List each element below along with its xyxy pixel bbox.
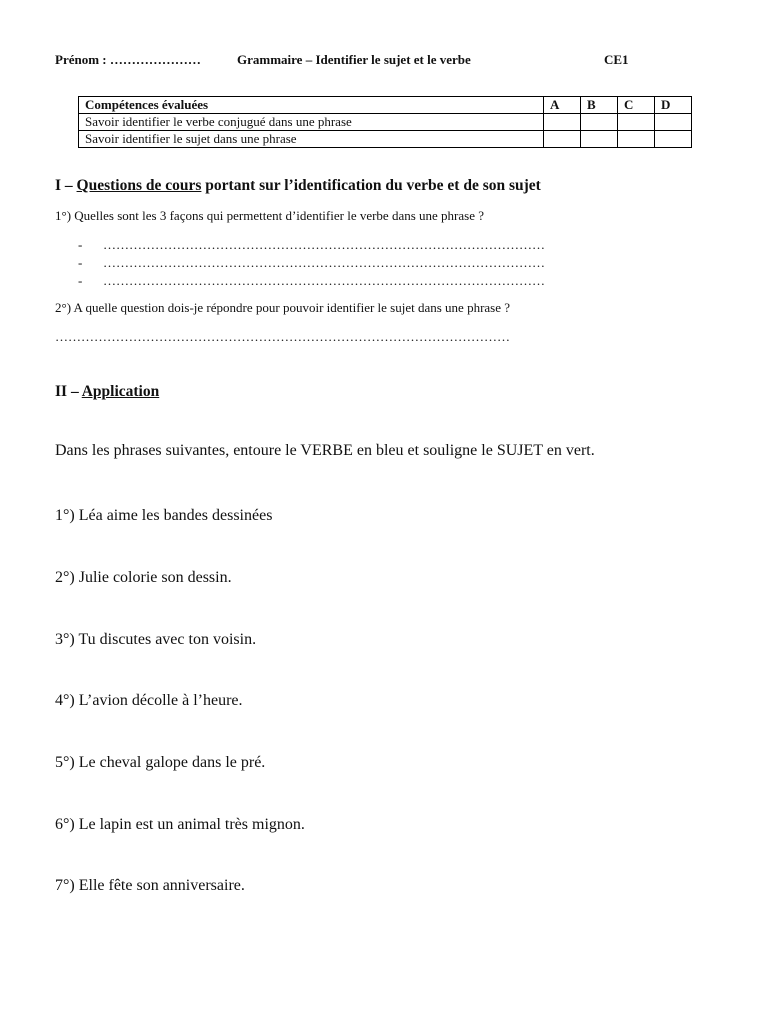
bullet-dash: - (78, 273, 83, 288)
instruction: Dans les phrases suivantes, entoure le VERBE en bleu et souligne le SUJET en vert. (55, 442, 595, 459)
section-1-title-rest: portant sur l’identification du verbe et de son sujet (201, 177, 541, 194)
answer-line: …………………………………………………………………………………………… (55, 329, 510, 344)
question-2: 2°) A quelle question dois-je répondre pour pouvoir identifier le sujet dans une phrase ? (55, 300, 511, 315)
table-header-c: C (618, 97, 655, 114)
sentence-item: 5°) Le cheval galope dans le pré. (55, 754, 266, 771)
class-level: CE1 (604, 52, 629, 67)
sentence-item: 1°) Léa aime les bandes dessinées (55, 507, 273, 524)
section-1-heading (55, 177, 541, 195)
bullet-dash: - (78, 255, 83, 270)
grade-cell (544, 114, 581, 131)
answer-line: ………………………………………………………………………………………… (103, 255, 545, 270)
competence-label: Savoir identifier le sujet dans une phrase (79, 131, 544, 148)
section-2-prefix: II – (55, 383, 82, 400)
question-1: 1°) Quelles sont les 3 façons qui permettent d’identifier le verbe dans une phrase ? (55, 208, 484, 223)
sentence-item: 2°) Julie colorie son dessin. (55, 569, 232, 586)
sentence-item: 4°) L’avion décolle à l’heure. (55, 692, 243, 709)
answer-line: ………………………………………………………………………………………… (103, 237, 545, 252)
sentence-item: 3°) Tu discutes avec ton voisin. (55, 631, 257, 648)
table-header-row (79, 97, 692, 114)
table-header-d: D (655, 97, 692, 114)
competence-label: Savoir identifier le verbe conjugué dans une phrase (79, 114, 544, 131)
table-header-b: B (581, 97, 618, 114)
table-row (79, 114, 692, 131)
grade-cell (655, 131, 692, 148)
sentence-item: 7°) Elle fête son anniversaire. (55, 877, 245, 894)
grade-cell (581, 114, 618, 131)
grade-cell (581, 131, 618, 148)
section-1-prefix: I – (55, 177, 77, 194)
sentence-item: 6°) Le lapin est un animal très mignon. (55, 816, 305, 833)
section-2-heading (55, 383, 159, 401)
competences-table (78, 96, 692, 148)
grade-cell (618, 131, 655, 148)
bullet-dash: - (78, 237, 83, 252)
grade-cell (618, 114, 655, 131)
grade-cell (655, 114, 692, 131)
grade-cell (544, 131, 581, 148)
worksheet-title: Grammaire – Identifier le sujet et le verbe (237, 52, 471, 67)
table-header-competences: Compétences évaluées (79, 97, 544, 114)
table-header-a: A (544, 97, 581, 114)
table-row (79, 131, 692, 148)
section-2-title-underlined: Application (81, 383, 160, 400)
prenom-field: Prénom : ………………… (55, 52, 201, 67)
answer-line: ………………………………………………………………………………………… (103, 273, 545, 288)
section-1-title-underlined: Questions de cours (76, 177, 202, 194)
